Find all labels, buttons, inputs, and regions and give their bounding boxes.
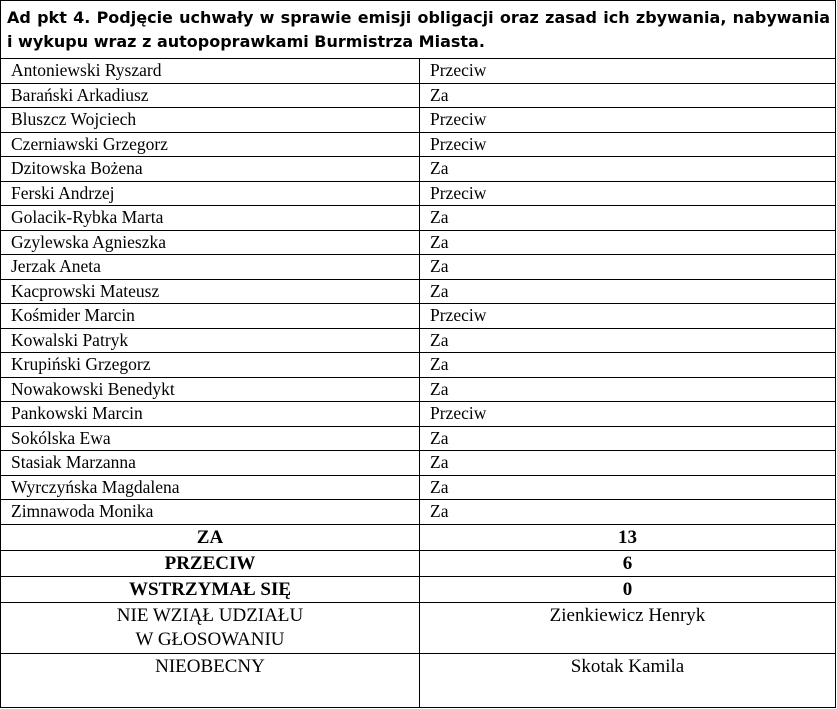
vote-row (1, 377, 836, 402)
vote-row (1, 108, 836, 133)
vote-value: Przeciw (420, 181, 836, 206)
vote-value: Przeciw (420, 402, 836, 427)
vote-value: Za (420, 426, 836, 451)
vote-value: Za (420, 475, 836, 500)
absent-row (1, 653, 836, 707)
vote-row (1, 328, 836, 353)
councillor-name: Wyrczyńska Magdalena (1, 475, 420, 500)
vote-value: Za (420, 255, 836, 280)
vote-table-body (1, 1, 836, 708)
vote-value: Za (420, 353, 836, 378)
vote-value: Za (420, 83, 836, 108)
vote-row (1, 59, 836, 84)
vote-row (1, 475, 836, 500)
vote-row (1, 132, 836, 157)
vote-row (1, 426, 836, 451)
vote-value: Za (420, 230, 836, 255)
councillor-name: Barański Arkadiusz (1, 83, 420, 108)
councillor-name: Pankowski Marcin (1, 402, 420, 427)
vote-value: Przeciw (420, 304, 836, 329)
vote-row (1, 353, 836, 378)
vote-row (1, 83, 836, 108)
no-participation-row (1, 602, 836, 653)
councillor-name: Kowalski Patryk (1, 328, 420, 353)
vote-row (1, 451, 836, 476)
vote-row (1, 402, 836, 427)
vote-row (1, 255, 836, 280)
vote-value: Przeciw (420, 108, 836, 133)
vote-row (1, 304, 836, 329)
councillor-name: Kośmider Marcin (1, 304, 420, 329)
summary-row-za (1, 524, 836, 550)
vote-value: Za (420, 451, 836, 476)
councillor-name: Jerzak Aneta (1, 255, 420, 280)
vote-row (1, 206, 836, 231)
no-participation-label (1, 602, 420, 653)
summary-label-przeciw: PRZECIW (1, 550, 420, 576)
absent-value: Skotak Kamila (420, 653, 836, 707)
councillor-name: Golacik-Rybka Marta (1, 206, 420, 231)
vote-row (1, 181, 836, 206)
vote-value: Za (420, 377, 836, 402)
councillor-name: Kacprowski Mateusz (1, 279, 420, 304)
vote-value: Za (420, 500, 836, 525)
vote-value: Przeciw (420, 132, 836, 157)
councillor-name: Czerniawski Grzegorz (1, 132, 420, 157)
agenda-item-heading: Ad pkt 4. Podjęcie uchwały w sprawie emisji obligacji oraz zasad ich zbywania, nabywania i wykupu wraz z autopoprawkami Burmistrza Miasta. (1, 1, 836, 59)
councillor-name: Antoniewski Ryszard (1, 59, 420, 84)
summary-value-za: 13 (420, 524, 836, 550)
vote-value: Przeciw (420, 59, 836, 84)
councillor-name: Dzitowska Bożena (1, 157, 420, 182)
vote-row (1, 279, 836, 304)
vote-value: Za (420, 279, 836, 304)
absent-label: NIEOBECNY (1, 653, 420, 707)
summary-value-wstrzymal: 0 (420, 576, 836, 602)
councillor-name: Nowakowski Benedykt (1, 377, 420, 402)
vote-row (1, 157, 836, 182)
councillor-name: Gzylewska Agnieszka (1, 230, 420, 255)
vote-row (1, 230, 836, 255)
councillor-name: Ferski Andrzej (1, 181, 420, 206)
heading-row (1, 1, 836, 59)
summary-label-za: ZA (1, 524, 420, 550)
councillor-name: Zimnawoda Monika (1, 500, 420, 525)
councillor-name: Stasiak Marzanna (1, 451, 420, 476)
vote-value: Za (420, 206, 836, 231)
councillor-name: Sokólska Ewa (1, 426, 420, 451)
vote-value: Za (420, 328, 836, 353)
no-participation-value: Zienkiewicz Henryk (420, 602, 836, 653)
summary-value-przeciw: 6 (420, 550, 836, 576)
councillor-name: Krupiński Grzegorz (1, 353, 420, 378)
no-participation-label-line2: W GŁOSOWANIU (135, 628, 285, 650)
vote-row (1, 500, 836, 525)
councillor-name: Bluszcz Wojciech (1, 108, 420, 133)
summary-label-wstrzymal: WSTRZYMAŁ SIĘ (1, 576, 420, 602)
vote-value: Za (420, 157, 836, 182)
summary-row-przeciw (1, 550, 836, 576)
summary-row-wstrzymal (1, 576, 836, 602)
no-participation-label-line1: NIE WZIĄŁ UDZIAŁU (116, 604, 304, 626)
